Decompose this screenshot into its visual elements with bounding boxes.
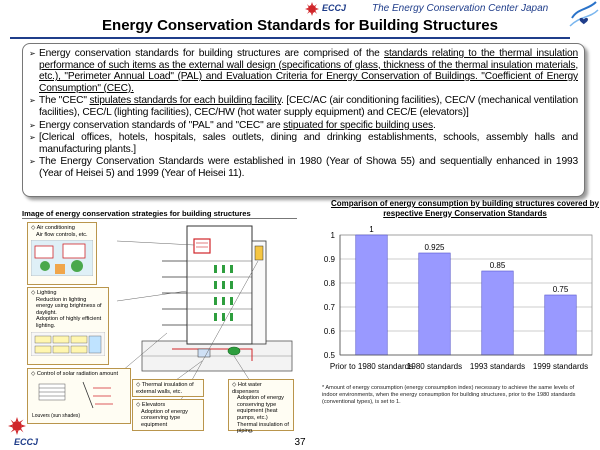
hot-water-item-piping: Thermal insulation of piping. [237,421,289,435]
bar [482,271,514,355]
louver-diagram-icon [31,380,127,412]
bullet-text: stipulates standards for each building facility [89,95,282,107]
chart-title: Comparison of energy consumption by building structures covered by respective Energy Conservation Standards [330,199,600,218]
illustration-title-rule [22,218,297,219]
page-number: 37 [294,437,306,448]
thermal-insulation-box [132,379,204,397]
hot-water-heading: ◇ Hot water dispensers [232,382,290,395]
bar-value-label: 0.85 [489,261,506,270]
air-conditioning-box [27,222,97,285]
bar [356,235,388,355]
bar-value-label: 1 [369,225,374,234]
bullet-text: . [CEC/AC (air conditioning facilities), CEC/V (mechanical ventilation facilities), CEC/L (lighting facilities), CEC/HW (hot water supply equipment) and CEC/E (elevators)] [39,95,578,118]
elevators-item: Adoption of energy conserving type equipment [141,408,188,428]
y-tick-label: 0.5 [323,351,335,360]
air-conditioning-heading: ◇ Air conditioning [31,225,93,232]
solar-radiation-heading: ◇ Control of solar radiation amount [31,371,127,378]
summary-box [22,43,585,197]
bar-value-label: 0.75 [552,285,569,294]
x-category-label: 1999 standards [532,362,589,371]
energy-consumption-chart [300,219,600,381]
eccj-logo-icon [282,2,320,16]
thermal-insulation-heading: ◇ Thermal insulation of external walls, etc. [136,382,200,395]
hot-water-box [228,379,294,435]
y-tick-label: 0.7 [323,303,335,312]
y-tick-label: 1 [330,231,335,240]
room-scene-icon [31,240,93,276]
x-category-label: 1980 standards [406,362,463,371]
bullet-text: The "CEC" [39,95,90,107]
bullet-item [29,120,578,132]
bullet-item [29,48,578,94]
page-title: Energy Conservation Standards for Building Structures [102,17,498,34]
lighting-item-daylight: Reduction in lighting energy using brightness of daylight. [36,296,102,316]
organization-name: The Energy Conservation Center Japan [372,3,549,14]
bar-value-label: 0.925 [424,243,445,252]
lighting-box [27,287,109,365]
bullet-text: stipuated for specific building uses [283,119,433,131]
elevator-icon [255,246,263,260]
hvac-unit-icon [194,239,210,253]
bar [545,295,577,355]
bar [419,253,451,355]
y-tick-label: 0.6 [323,327,335,336]
header-logo-text: ECCJ [322,3,347,13]
lighting-item-efficient: Adoption of highly efficient lighting. [36,316,102,329]
title-underline [10,37,570,39]
bullet-item [29,156,578,179]
x-category-label: 1993 standards [469,362,526,371]
y-tick-label: 0.8 [323,279,335,288]
bullet-text: . [432,119,436,131]
x-category-label: Prior to 1980 standards [329,362,414,371]
bullet-list [29,48,578,180]
hot-water-item-equipment: Adoption of energy conserving type equipment (heat pumps, etc.) [237,395,284,421]
solar-radiation-box [27,368,131,424]
illustration-title: Image of energy conservation strategies for building structures [22,209,251,218]
bullet-text: standards relating to the thermal insulation performance of such items as the external wall design (specifications of glass, thickness of the thermal insulation materials, etc.), "Perimeter Annual Load" (PAL) and Evaluation Criteria for Energy Conservation of Buildings. "Coefficient of Energy Consumption" (CEC). [39,48,578,94]
lighting-zones-icon [31,332,105,356]
elevators-box [132,399,204,431]
bullet-text: [Clerical offices, hotels, hospitals, sales outlets, dining and drinking establishments, schools, assembly halls and manufacturing plants.] [39,132,578,155]
bullet-text: Energy conservation standards for building structures are comprised of the [39,48,385,59]
louvers-label: Louvers (sun shades) [32,413,81,419]
bullet-item [29,95,578,118]
footer-logo-text: ECCJ [14,437,39,447]
bullet-text: The Energy Conservation Standards were established in 1980 (Year of Showa 55) and sequentially enhanced in 1993 (Year of Heisei 5) and 1999 (Year of Heisei 11). [39,156,578,179]
hot-water-tank-icon [228,347,240,355]
chart-footnote: * Amount of energy consumption (energy consumption index) necessary to achieve the same levels of indoor environments, when the energy consumption for building structures, prior to the 1980 standards (conventional types), is set to 1. [322,385,576,405]
bullet-text: Energy conservation standards of "PAL" and "CEC" are [39,119,284,131]
air-conditioning-item: Air flow controls, etc. [36,231,88,238]
bullet-item [29,132,578,155]
lighting-heading: ◇ Lighting [31,290,105,297]
elevators-heading: ◇ Elevators [136,402,200,409]
y-tick-label: 0.9 [323,255,335,264]
